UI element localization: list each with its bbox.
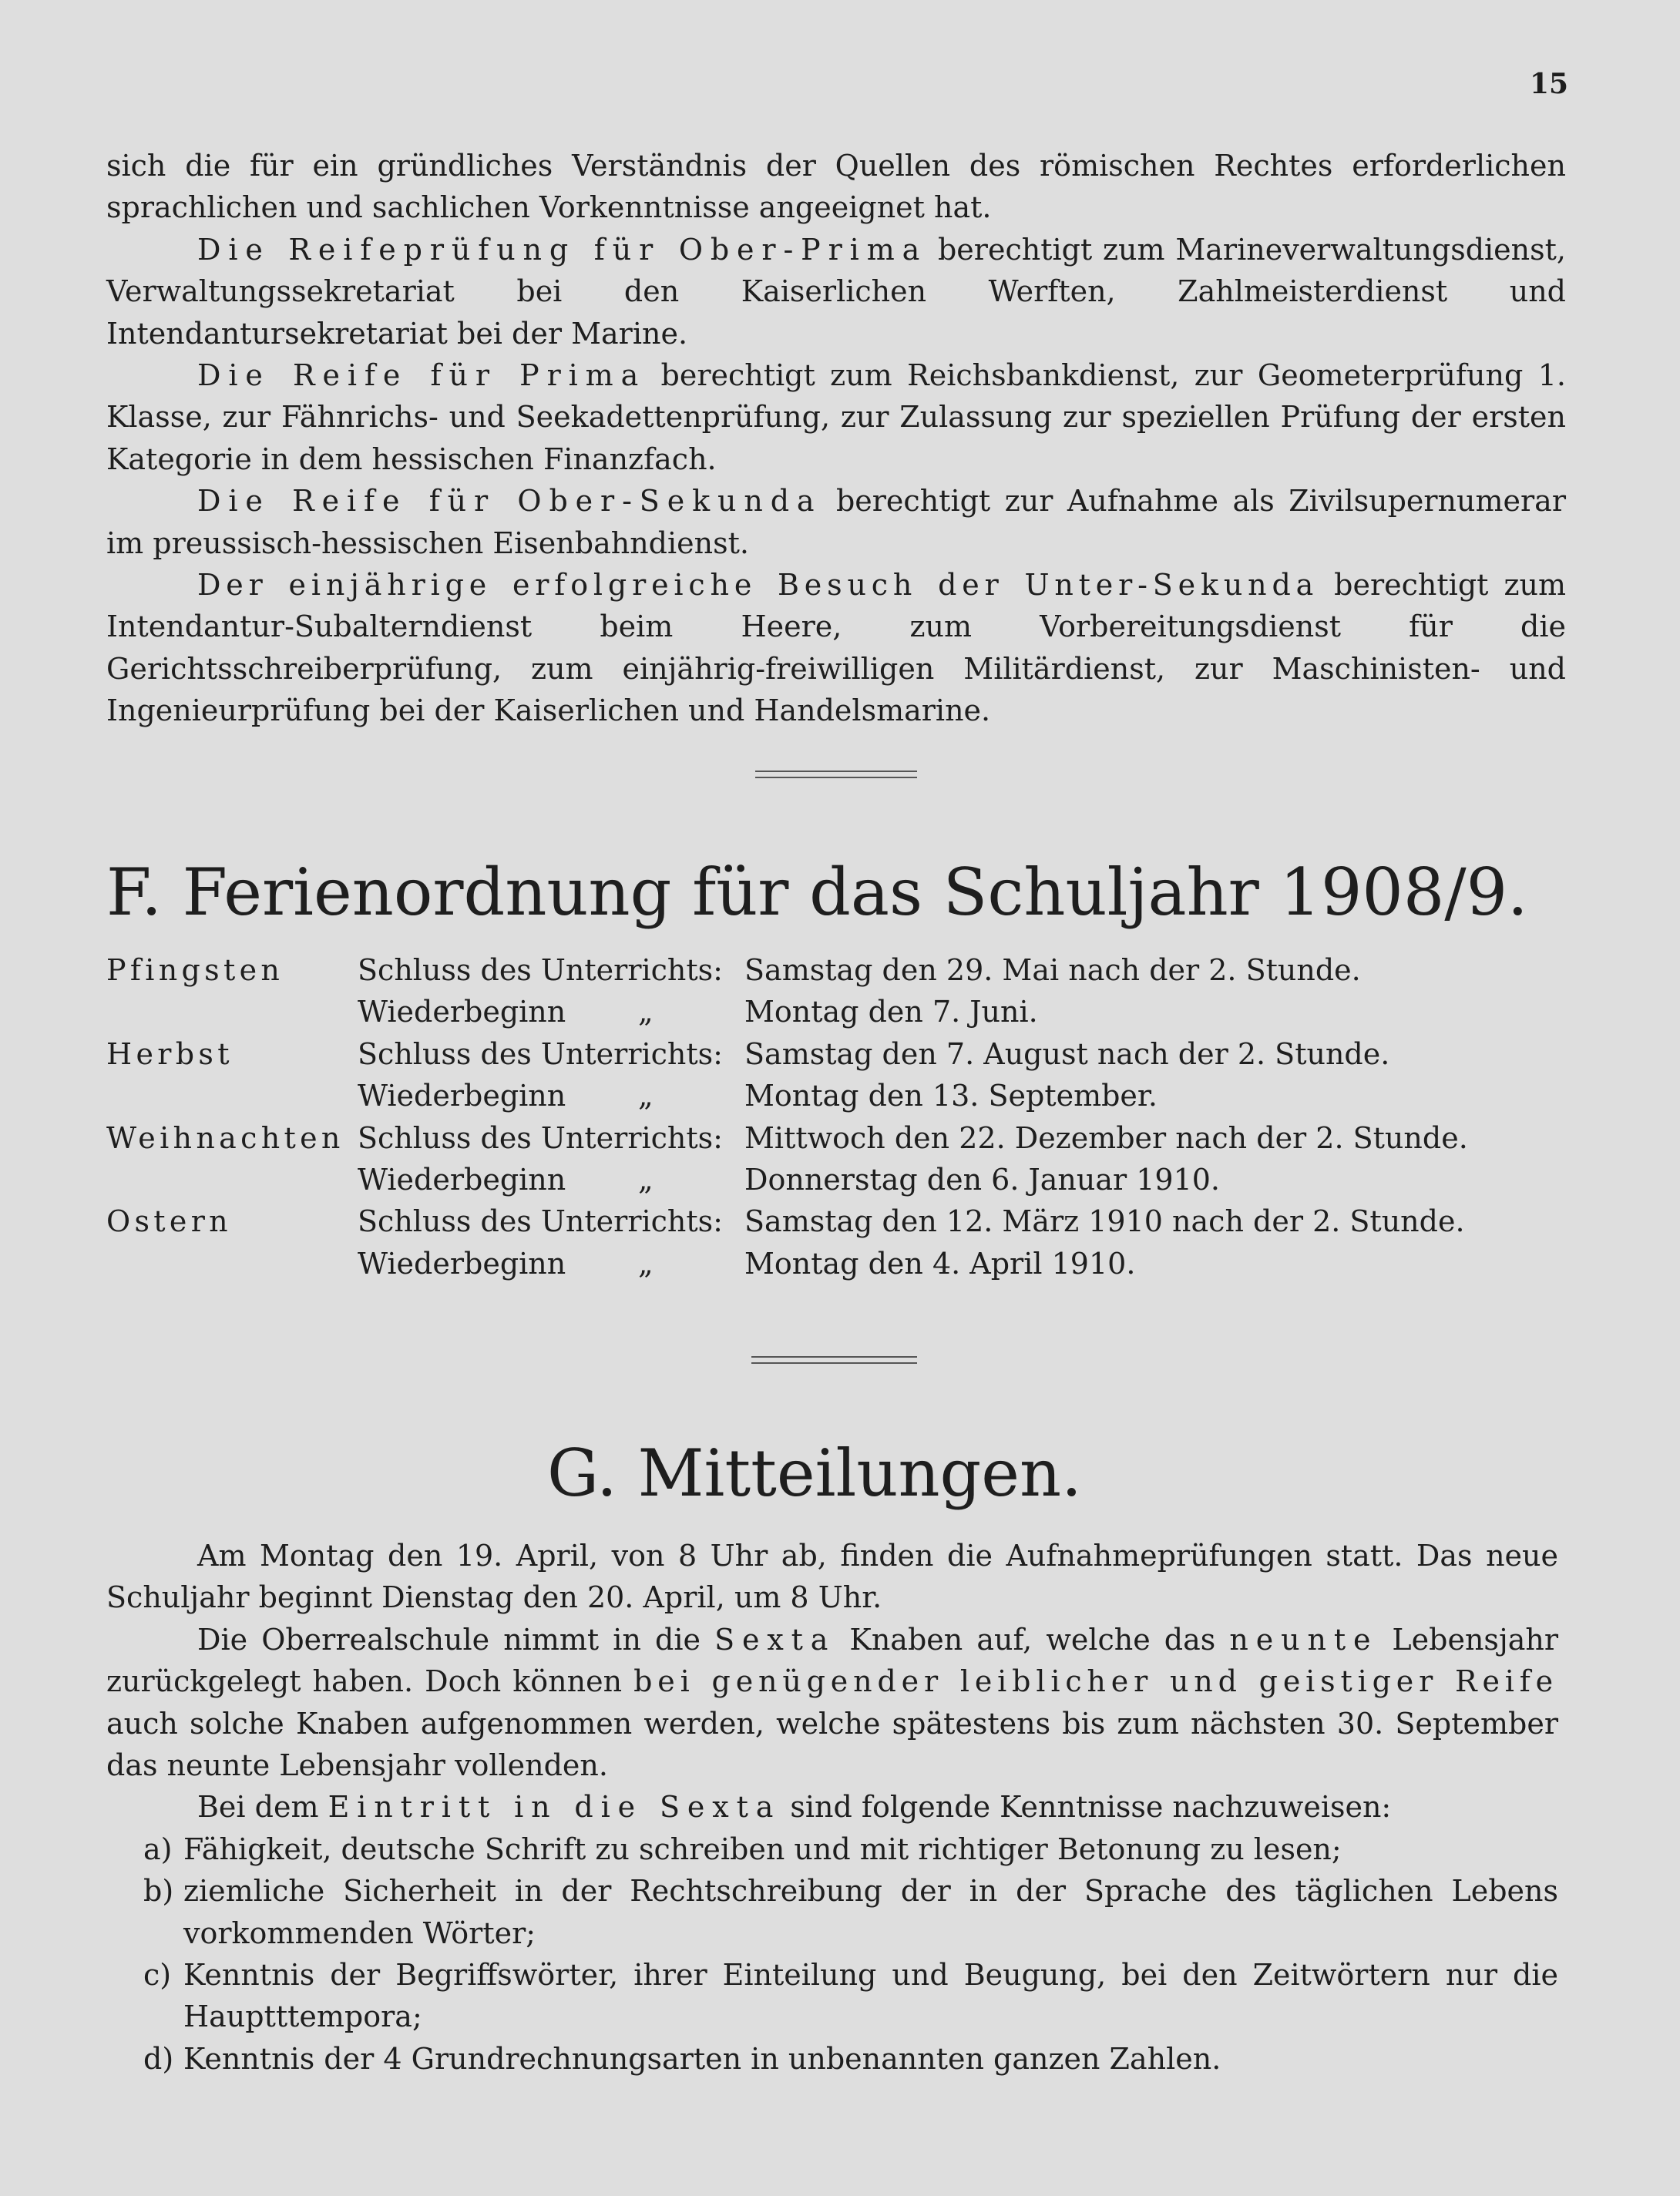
schedule-event: Wiederbeginn [358, 995, 566, 1029]
schedule-event: Schluss des Unterrichts: [358, 1120, 723, 1155]
list-marker: d) [143, 2041, 174, 2076]
list-item-text: ziemliche Sicherheit in der Rechtschreibung der in der Sprache des täglichen Lebens vorkommenden Wörter; [183, 1874, 1558, 1950]
list-item-text: Kenntnis der Begriffswörter, ihrer Einteilung und Beugung, bei den Zeitwörtern nur die Hauptttempora; [183, 1958, 1558, 2034]
holiday-name: Ostern [106, 1204, 232, 1239]
section-g-title: G. Mitteilungen. [547, 1435, 1082, 1511]
paragraph-requirements [106, 1786, 1558, 1828]
list-item [106, 1870, 1558, 1954]
paragraph-admission-exam: Am Montag den 19. April, von 8 Uhr ab, finden die Aufnahmeprüfungen statt. Das neue Schuljahr beginnt Dienstag den 20. April, um 8 Uhr. [106, 1539, 1558, 1615]
paragraph-text: Bei dem [197, 1790, 328, 1825]
spaced-phrase: bei genügender leiblicher und geistiger Reife [633, 1664, 1559, 1699]
schedule-event: Schluss des Unterrichts: [358, 1204, 723, 1239]
list-item [106, 2038, 1558, 2080]
schedule-event: Wiederbeginn [358, 1162, 566, 1197]
list-marker: b) [143, 1874, 174, 1909]
paragraph-text: Die Oberrealschule nimmt in die [197, 1622, 715, 1657]
schedule-date: Donnerstag den 6. Januar 1910. [744, 1162, 1220, 1197]
page-number: 15 [1530, 68, 1569, 100]
paragraph-ober-sekunda [106, 480, 1566, 564]
requirements-list [106, 1828, 1558, 2080]
schedule-date: Samstag den 29. Mai nach der 2. Stunde. [744, 953, 1361, 987]
paragraph-text: berechtigt zum Intendantur-Subalterndienst beim Heere, zum Vorbereitungsdienst für die Gerichtsschreiberprüfung, zum einjährig-freiwilligen Militärdienst, zur Maschinisten- und Ingenieurprüfung bei der Kaiserlichen und Handelsmarine. [106, 568, 1566, 728]
spaced-phrase: Die Reife für Ober-Sekunda [197, 484, 822, 519]
qualifications-section [106, 145, 1566, 732]
paragraph-roman-law: sich die für ein gründliches Verständnis der Quellen des römischen Rechtes erforderlichen sprachlichen und sachlichen Vorkenntnisse angeeignet hat. [106, 149, 1566, 225]
schedule-row [106, 1033, 1571, 1075]
paragraph-text: berechtigt zum Reichsbankdienst, zur Geometerprüfung 1. Klasse, zur Fähnrichs- und Seekadettenprüfung, zur Zulassung zur speziellen Prüfung der ersten Kategorie in dem hessischen Finanzfach. [106, 358, 1566, 476]
schedule-row [106, 1243, 1571, 1284]
announcements-section [106, 1535, 1558, 2080]
spaced-phrase: Die Reife für Prima [197, 358, 647, 393]
ditto-mark: „ [638, 1079, 654, 1113]
paragraph-text: berechtigt zur Aufnahme als Zivilsupernumerar im preussisch-hessischen Eisenbahndienst. [106, 484, 1567, 560]
ditto-mark: „ [638, 995, 654, 1029]
paragraph-unter-sekunda [106, 564, 1566, 732]
spaced-phrase: Die Reifeprüfung für Ober-Prima [197, 232, 928, 267]
paragraph-text: Lebensjahr zurückgelegt haben. Doch können [106, 1622, 1559, 1699]
paragraph-text: Knaben auf, welche das [835, 1622, 1230, 1657]
schedule-event: Wiederbeginn [358, 1246, 566, 1281]
schedule-row [106, 1159, 1571, 1200]
schedule-date: Samstag den 12. März 1910 nach der 2. Stunde. [744, 1204, 1465, 1239]
ditto-mark: „ [638, 1246, 654, 1281]
schedule-event: Schluss des Unterrichts: [358, 1036, 723, 1071]
schedule-date: Samstag den 7. August nach der 2. Stunde. [744, 1036, 1390, 1071]
schedule-row [106, 1075, 1571, 1116]
holiday-schedule [106, 949, 1571, 1284]
schedule-row [106, 949, 1571, 991]
list-marker: a) [143, 1832, 173, 1866]
paragraph-text: sind folgende Kenntnisse nachzuweisen: [781, 1790, 1392, 1825]
schedule-event: Schluss des Unterrichts: [358, 953, 723, 987]
schedule-date: Mittwoch den 22. Dezember nach der 2. Stunde. [744, 1120, 1468, 1155]
section-f-title: F. Ferienordnung für das Schuljahr 1908/9. [106, 855, 1528, 930]
spaced-phrase: Eintritt in die Sexta [328, 1790, 781, 1825]
list-item-text: Kenntnis der 4 Grundrechnungsarten in unbenannten ganzen Zahlen. [183, 2041, 1221, 2076]
schedule-event: Wiederbeginn [358, 1079, 566, 1113]
schedule-row [106, 1200, 1571, 1242]
spaced-phrase: Sexta [714, 1622, 836, 1657]
list-marker: c) [143, 1958, 172, 1993]
list-item [106, 1828, 1558, 1870]
section-divider [751, 1356, 917, 1364]
list-item-text: Fähigkeit, deutsche Schrift zu schreiben und mit richtiger Betonung zu lesen; [183, 1832, 1342, 1866]
holiday-name: Weihnachten [106, 1120, 344, 1155]
ditto-mark: „ [638, 1162, 654, 1197]
section-divider [755, 771, 917, 778]
paragraph-text: berechtigt zum Marineverwaltungsdienst, Verwaltungssekretariat bei den Kaiserlichen Werften, Zahlmeisterdienst und Intendantursekretariat bei der Marine. [106, 232, 1566, 351]
schedule-date: Montag den 4. April 1910. [744, 1246, 1136, 1281]
holiday-name: Herbst [106, 1036, 234, 1071]
paragraph-prima [106, 354, 1566, 480]
paragraph-ober-prima [106, 229, 1566, 354]
schedule-date: Montag den 7. Juni. [744, 995, 1038, 1029]
schedule-date: Montag den 13. September. [744, 1079, 1158, 1113]
paragraph-sexta-admission [106, 1619, 1558, 1787]
paragraph-text: auch solche Knaben aufgenommen werden, welche spätestens bis zum nächsten 30. September das neunte Lebensjahr vollenden. [106, 1706, 1558, 1783]
spaced-phrase: neunte [1229, 1622, 1379, 1657]
schedule-row [106, 1117, 1571, 1159]
schedule-row [106, 991, 1571, 1033]
holiday-name: Pfingsten [106, 953, 284, 987]
list-item [106, 1954, 1558, 2038]
spaced-phrase: Der einjährige erfolgreiche Besuch der Unter-Sekunda [197, 568, 1319, 603]
